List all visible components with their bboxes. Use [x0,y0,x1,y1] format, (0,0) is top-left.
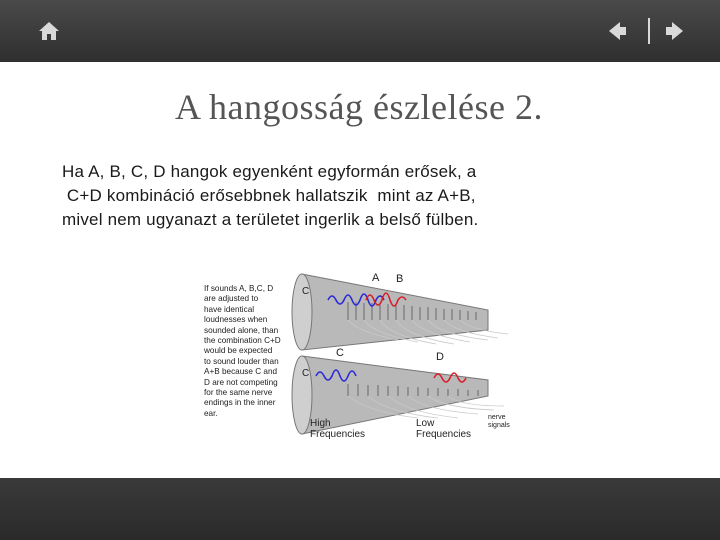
figure-caption [204,284,294,419]
cochlea-bottom-label: C [302,368,310,379]
caption-line: sounded alone, than [204,325,279,335]
label-c: C [336,347,344,359]
caption-line: loudnesses when [204,315,268,325]
cochlea-top-label: C [302,286,310,297]
bottom-bar [0,478,720,540]
caption-line: D are not competing [204,377,278,387]
high-line2: Frequencies [310,429,366,440]
body-line: Ha A, B, C, D hangok egyenként egyformán erősek, a [62,162,477,181]
caption-line: have identical [204,304,255,314]
home-icon[interactable] [38,20,60,42]
arrow-left-icon[interactable] [606,20,628,42]
slide-title: A hangosság észlelése 2. [175,87,543,127]
caption-line: would be expected [204,346,273,356]
low-frequencies-label [416,418,471,440]
high-line1: High [310,418,331,429]
caption-line: for the same nerve [204,388,273,398]
caption-line: A+B because C and [204,367,278,377]
cochlea-loudness-figure [198,272,521,448]
caption-line: are adjusted to [204,294,259,304]
high-frequencies-label [310,418,365,440]
label-b: B [396,273,404,285]
label-a: A [372,272,380,284]
caption-line: to sound louder than [204,356,279,366]
arrow-right-icon[interactable] [664,20,686,42]
separator-icon [646,18,652,44]
caption-line: the combination C+D [204,336,281,346]
low-line2: Frequencies [416,429,472,440]
nerve-signals-label [488,414,510,430]
slide-body [62,160,582,232]
body-line: C+D kombináció erősebbnek hallatszik mint az A+B, [62,186,476,205]
body-line: mivel nem ugyanazt a területet ingerlik a belső fülben. [62,210,479,229]
caption-line: If sounds A, B,C, D [204,284,274,293]
top-navigation-bar [0,0,720,62]
low-line1: Low [416,418,435,429]
nerve-line2: signals [488,422,510,429]
label-d: D [436,351,444,363]
nerve-line1: nerve [488,414,506,421]
caption-line: ear. [204,408,218,418]
caption-line: endings in the inner [204,398,276,408]
